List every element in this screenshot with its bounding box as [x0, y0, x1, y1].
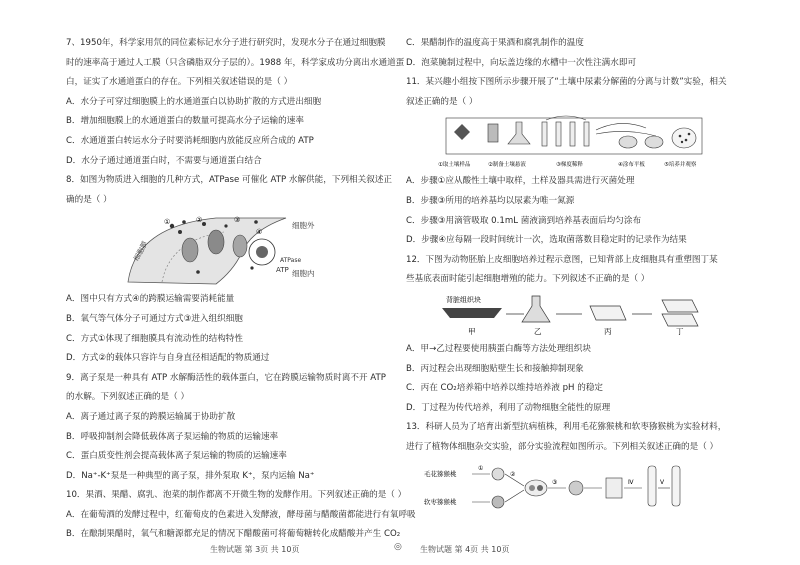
q7-option-a: A．水分子可穿过细胞膜上的水通道蛋白以协助扩散的方式进出细胞: [66, 96, 322, 107]
q7-option-d: D．水分子通过通道蛋白时，不需要与通道蛋白结合: [66, 155, 262, 166]
soil-bacteria-diagram: [406, 114, 742, 170]
atpase-label: ATPase: [280, 257, 302, 265]
question-11: [406, 73, 742, 251]
question-9: [66, 369, 386, 487]
q10-option-b: B．在酿制果醋时，氧气和糖源都充足的情况下醋酸菌可将葡萄糖转化成醋酸并产生 CO₂: [66, 529, 401, 540]
membrane-label: 细胞膜: [132, 240, 150, 263]
stage-jia: 甲: [468, 326, 476, 336]
q7-stem-line: 时的速率高于通过人工膜（只含磷脂双分子层的）。1988 年，科学家成功分离出水通道蛋: [66, 57, 405, 68]
marker-4: ④: [256, 228, 263, 237]
q9-stem-line: 的水解。下列叙述正确的是（ ）: [66, 392, 190, 403]
q10-option-c: C．果醋制作的温度高于果酒和腐乳制作的温度: [406, 38, 584, 48]
step3-label: ③梯度稀释: [556, 162, 583, 169]
step5-label: ⑤培养并观察: [664, 162, 697, 169]
q7-stem-line: 7、1950年，科学家用氘的同位素标记水分子进行研究时，发现水分子在通过细胞膜: [66, 38, 386, 48]
step4-label: ④涂布平板: [618, 162, 645, 169]
q8-stem-line: 确的是（ ）: [66, 194, 112, 205]
q11-stem-line: 叙述正确的是（ ）: [406, 96, 478, 107]
q7-stem-line: 白，证实了水通道蛋白的存在。下列相关叙述错误的是（ ）: [66, 77, 293, 88]
footer-right-page: 生物试题 第 4页 共 10页: [420, 545, 510, 554]
step-iv: Ⅳ: [628, 478, 634, 486]
question-12: [406, 251, 742, 419]
right-column: [406, 34, 742, 516]
q9-option-a: A．离子通过离子泵的跨膜运输属于协助扩散: [66, 411, 236, 422]
q8-stem-line: 8．如图为物质进入细胞的几种方式，ATPase 可催化 ATP 水解供能，下列相关叙述正: [66, 175, 393, 186]
somatic-hybrid-diagram: [406, 460, 742, 514]
footer-left-page: 生物试题 第 3页 共 10页: [210, 545, 300, 554]
membrane-transport-figure: [66, 212, 380, 288]
q11-option-d: D．步骤④应每隔一段时间统计一次，选取菌落数目稳定时的记录作为结果: [406, 235, 687, 246]
q11-option-c: C．步骤③用滴管吸取 0.1mL 菌液滴到培养基表面后均匀涂布: [406, 215, 642, 226]
q12-stem-line: 些基底表面时能引起细胞增殖的能力。下列叙述不正确的是（ ）: [406, 274, 650, 285]
q7-option-b: B．增加细胞膜上的水通道蛋白的数量可提高水分子运输的速率: [66, 116, 304, 127]
tissue-label: 背脏组织块: [446, 295, 481, 304]
q12-option-a: A．甲→乙过程要使用胰蛋白酶等方法处理组织块: [406, 343, 591, 354]
question-10: [66, 486, 416, 545]
q10-option-a: A．在葡萄酒的发酵过程中，红葡萄皮的色素进入发酵液，酵母菌与醋酸菌都能进行有氧呼吸: [66, 509, 416, 520]
outside-label: 细胞外: [292, 221, 315, 231]
q8-option-c: C．方式①体现了细胞膜具有流动性的结构特性: [66, 333, 243, 344]
inside-label: 细胞内: [292, 269, 315, 279]
marker-2: ②: [196, 216, 203, 225]
step-iii: ③: [552, 478, 558, 486]
q13-stem-line: 进行了植物体细胞杂交实验，部分实验流程如图所示。下列相关叙述正确的是（ ）: [406, 441, 719, 452]
question-8: [66, 171, 393, 369]
q10-option-d: D．泡菜腌制过程中，向坛盖边缘的水槽中一次性注满水即可: [406, 57, 637, 68]
species-b-label: 软枣猕猴桃: [424, 497, 457, 506]
stage-yi: 乙: [534, 326, 542, 336]
marker-1: ①: [164, 218, 171, 227]
cell-culture-figure: [406, 292, 742, 338]
q9-option-d: D．Na⁺-K⁺泵是一种典型的离子泵，排外泵取 K⁺，泵内运输 Na⁺: [66, 470, 315, 481]
marker-3: ③: [234, 216, 241, 225]
step-ii: ②: [510, 470, 516, 478]
q12-option-d: D．丁过程为传代培养，利用了动物细胞全能性的原理: [406, 402, 611, 413]
q9-option-c: C．蛋白质变性剂会提高载体离子泵运输的物质的运输速率: [66, 451, 287, 462]
footer-center-mark: ◎: [394, 542, 402, 552]
q9-option-b: B．呼吸抑制剂会降低载体离子泵运输的物质的运输速率: [66, 431, 279, 442]
q11-option-b: B．步骤③所用的培养基均以尿素为唯一氮源: [406, 195, 575, 206]
stage-bing: 丙: [604, 326, 612, 336]
q11-option-a: A．步骤①应从酸性土壤中取样，土样及器具需进行灭菌处理: [406, 176, 635, 187]
step-i: ①: [478, 464, 484, 472]
q11-stem-line: 11．某兴趣小组按下图所示步骤开展了“土壤中尿素分解菌的分离与计数”实验，相关: [406, 77, 727, 88]
cell-culture-diagram: [406, 292, 742, 338]
q13-stem-line: 13．科研人员为了培育出新型抗病植株，利用毛花猕猴桃和软枣猕猴桃为实验材料，: [406, 422, 727, 433]
atp-label: ATP: [276, 266, 289, 275]
soil-bacteria-figure: [406, 114, 742, 170]
somatic-hybrid-figure: [406, 460, 742, 514]
q12-stem-line: 12．下图为动物胚胎上皮细胞培养过程示意图，已知背部上皮细胞具有重塑图丁某: [406, 254, 718, 265]
question-7: [66, 34, 405, 171]
q8-option-b: B．氧气等气体分子可通过方式③进入组织细胞: [66, 313, 243, 324]
q12-option-c: C．丙在 CO₂培养箱中培养以维持培养液 pH 的稳定: [406, 383, 604, 394]
q8-option-d: D．方式②的载体只容许与自身直径相适配的物质通过: [66, 353, 270, 364]
membrane-transport-diagram: [66, 212, 380, 288]
q7-option-c: C．水通道蛋白转运水分子时要消耗细胞内放能反应所合成的 ATP: [66, 135, 314, 146]
q8-option-a: A．图中只有方式④的跨膜运输需要消耗能量: [66, 294, 235, 305]
species-a-label: 毛花猕猴桃: [424, 469, 457, 478]
stage-ding: 丁: [676, 326, 684, 336]
step2-label: ②制备土壤悬液: [488, 162, 526, 169]
q10-stem-line: 10．果酒、果醋、腐乳、泡菜的制作都离不开微生物的发酵作用。下列叙述正确的是（ ）: [66, 490, 407, 501]
question-10-continued: [406, 34, 742, 73]
step-v: Ⅴ: [660, 478, 665, 486]
q12-option-b: B．丙过程会出现细胞贴壁生长和接触抑制现象: [406, 363, 584, 374]
step1-label: ①取土壤样品: [438, 162, 471, 169]
question-13: [406, 418, 742, 513]
q9-stem-line: 9．离子泵是一种具有 ATP 水解酶活性的载体蛋白，它在跨膜运输物质时离不开 ATP: [66, 372, 386, 383]
left-column: [66, 34, 416, 545]
